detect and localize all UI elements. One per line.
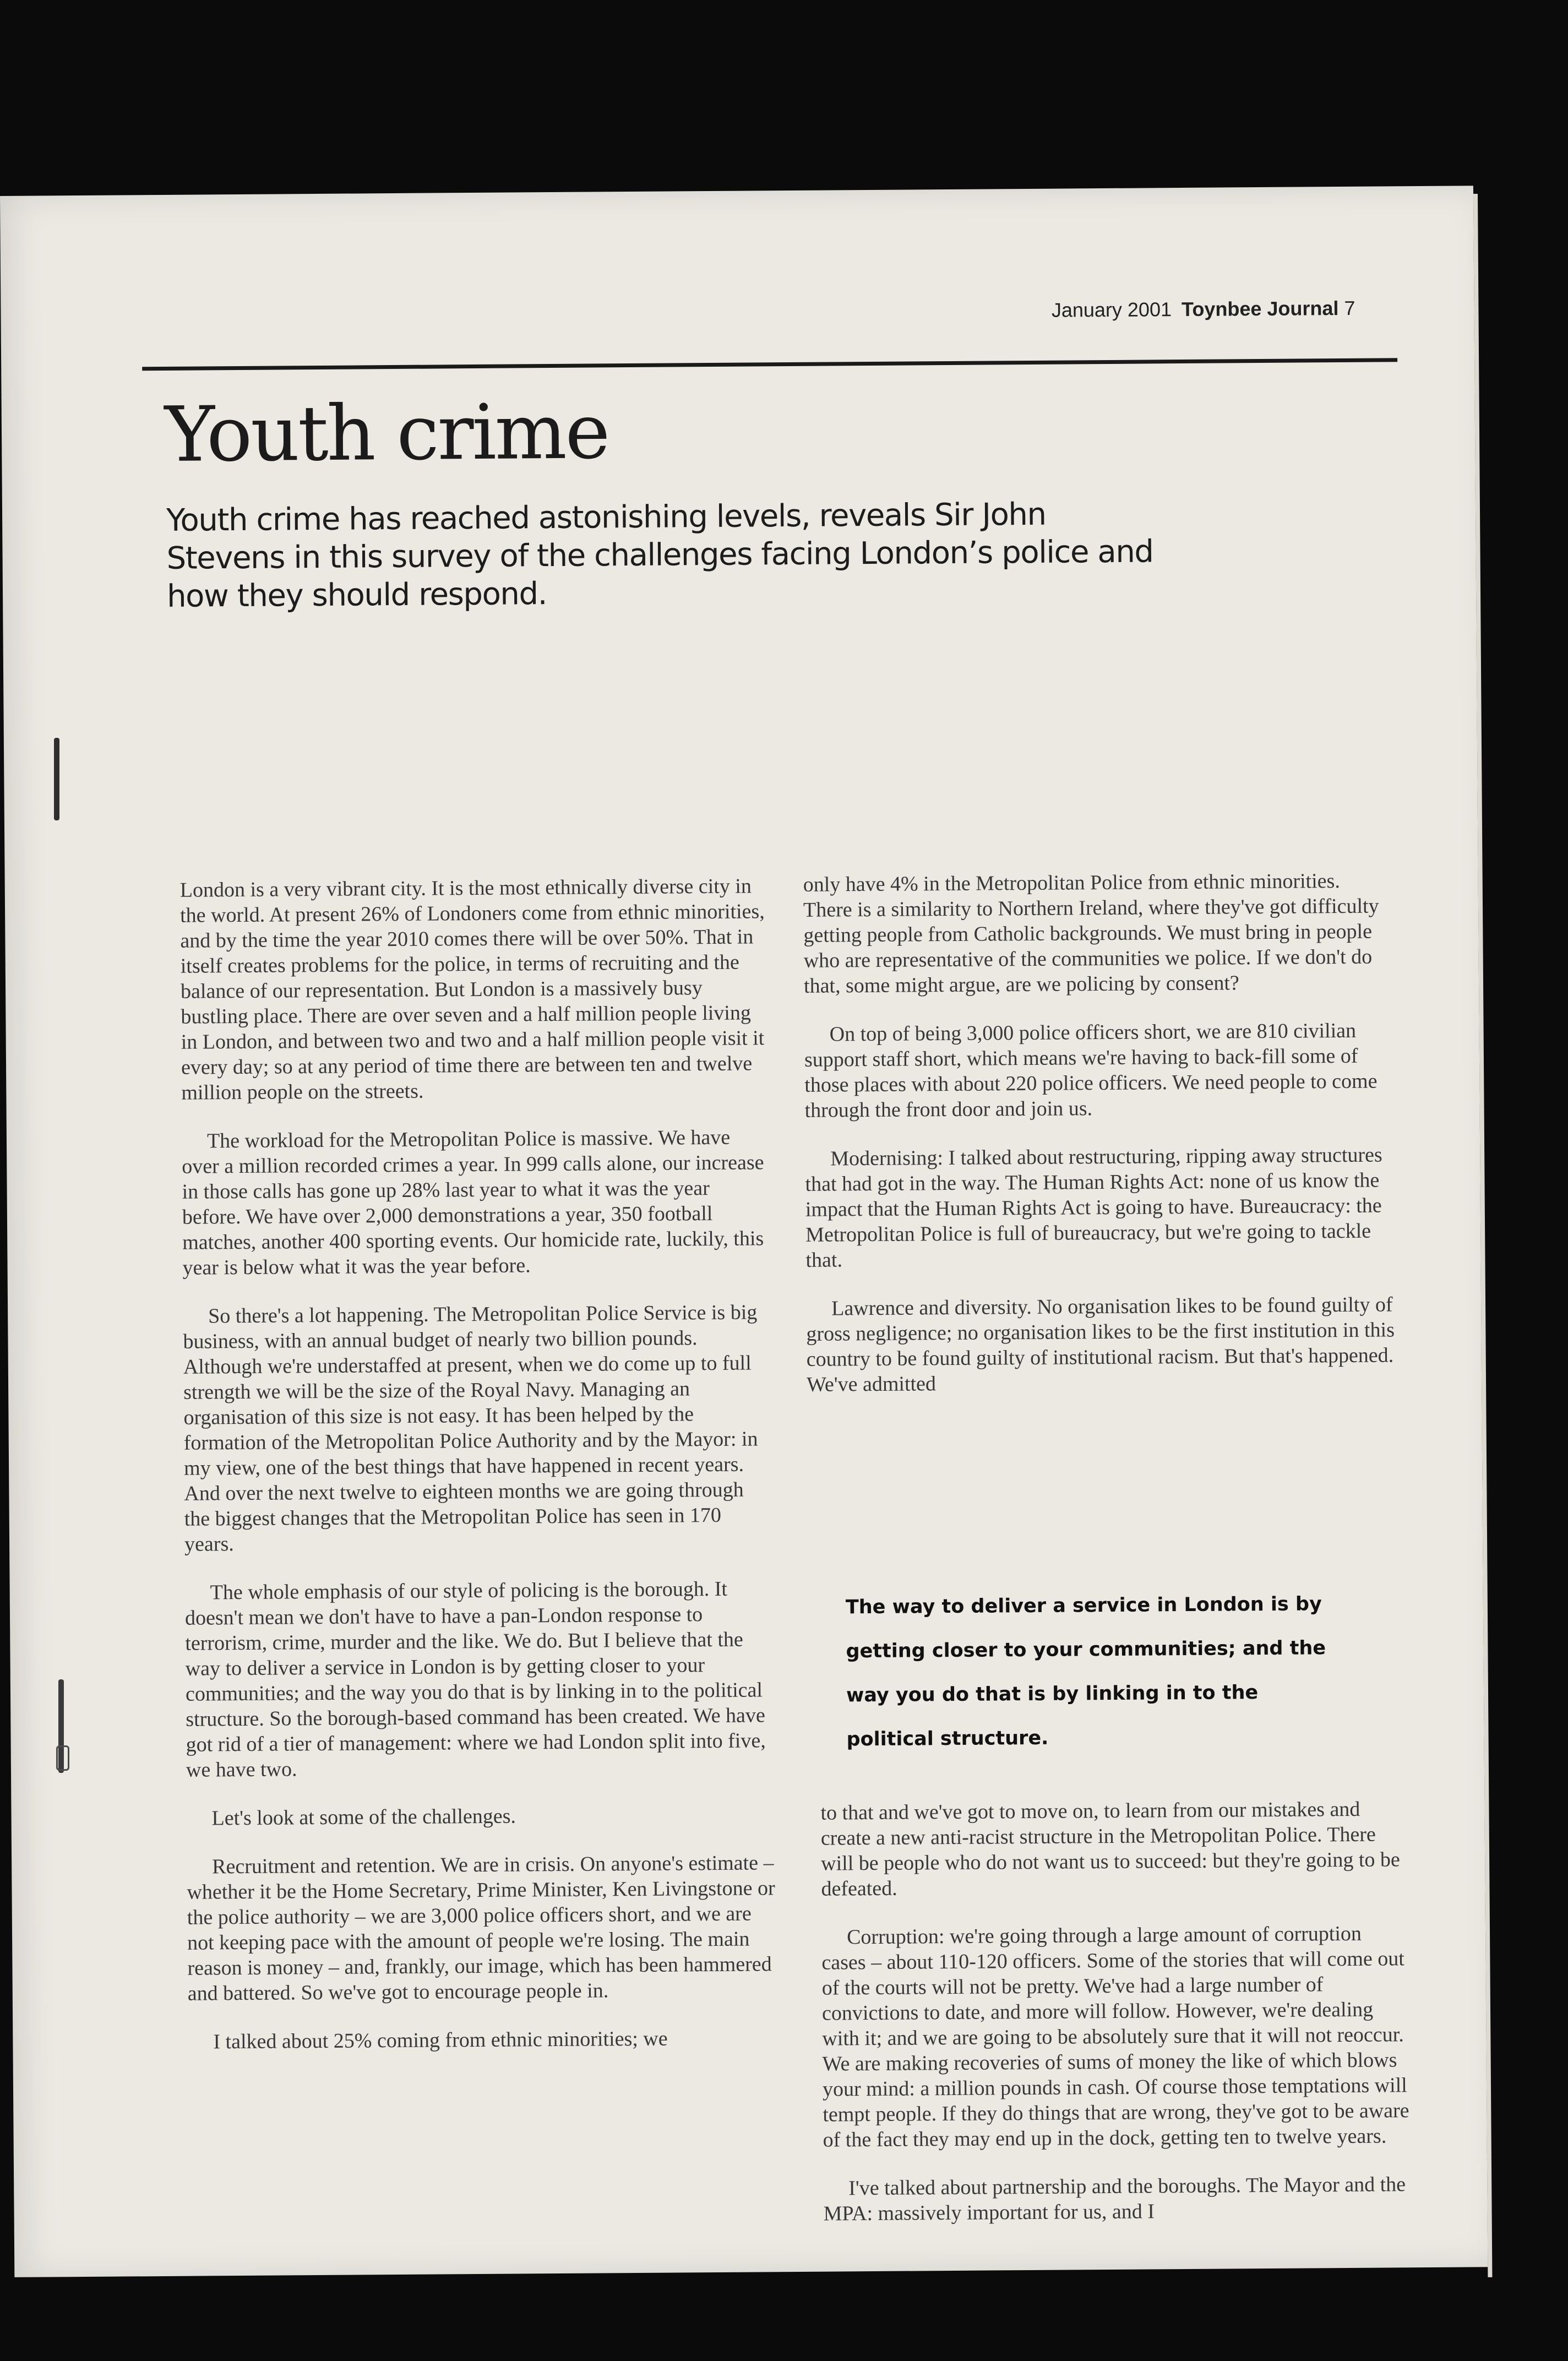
body-paragraph: I talked about 25% coming from ethnic minorities; we xyxy=(213,2027,668,2054)
body-paragraph: The workload for the Metropolitan Police is massive. We have over a million recorded crimes a year. In 999 calls alone, our increase in those calls has gone up 28% last year to what it was the year before. We have over 2,000 demonstrations a year, 350 football matches, another 400 sporting events. Our homicide rate, luckily, this year is below what it was the year before. xyxy=(182,1125,764,1280)
body-paragraph: Modernising: I talked about restructuring, ripping away structures that had got in the way. The Human Rights Act: none of us know the impact that the Human Rights Act is going to have. Bureaucracy: the Metropolitan Police is full of bureaucracy, but we're going to tackle that. xyxy=(805,1143,1382,1272)
body-paragraph: to that and we've got to move on, to learn from our mistakes and create a new anti-racist structure in the Metropolitan Police. There will be people who do not want us to succeed: but they're going to be defeated. xyxy=(820,1797,1400,1901)
publication-name: Toynbee Journal xyxy=(1181,297,1339,321)
left-column xyxy=(180,873,777,2077)
body-paragraph: Lawrence and diversity. No organisation likes to be found guilty of gross negligence; no organisation likes to be the first institution in this country to be found guilty of institutional racism. But that's happened. We've admitted xyxy=(806,1293,1395,1396)
article-title: Youth crime xyxy=(164,387,609,479)
body-paragraph: So there's a lot happening. The Metropolitan Police Service is big business, with an annual budget of nearly two billion pounds. Although we're understaffed at present, when we do come up to full strength we will be the size of the Royal Navy. Managing an organisation of this size is not easy. It has been helped by the formation of the Metropolitan Police Authority and by the Mayor: in my view, one of the best things that have happened in recent years. And over the next twelve to eighteen months we are going through the biggest changes that the Metropolitan Police has seen in 170 years. xyxy=(183,1301,758,1556)
body-paragraph: Corruption: we're going through a large amount of corruption cases – about 110-120 officers. Some of the stories that will come out of the courts will not be pretty. We've had a large number of convictions to date, and more will follow. However, we're dealing with it; and we are going to be absolutely sure that it will not reoccur. We are making recoveries of sums of money the like of which blows your mind: a million pounds in cash. Of course those temptations will tempt people. If they do things that are wrong, they've got to be aware of the fact they may end up in the dock, getting ten to twelve years. xyxy=(821,1922,1409,2152)
article-standfirst: Youth crime has reached astonishing levels, reveals Sir John Stevens in this survey of the challenges facing London’s police and how they should respond. xyxy=(166,496,1153,614)
body-paragraph: Let's look at some of the challenges. xyxy=(211,1804,516,1830)
binding-staple-icon xyxy=(54,738,59,820)
magazine-page xyxy=(0,186,1488,2277)
pull-quote: The way to deliver a service in London is by getting closer to your communities; and the way you do that is by linking in to the political structure. xyxy=(845,1593,1326,1751)
body-paragraph: The whole emphasis of our style of policing is the borough. It doesn't mean we don't have to have a pan-London response to terrorism, crime, murder and the like. We do. But I believe that the way to deliver a service in London is by getting closer to your communities; and the way you do that is by linking in to the political structure. So the borough-based command has been created. We have got rid of a tier of management: where we had London split into five, we have two. xyxy=(184,1577,766,1782)
body-paragraph: only have 4% in the Metropolitan Police from ethnic minorities. There is a similarity to Northern Ireland, where they've got difficulty getting people from Catholic backgrounds. We must bring in people who are representative of the communities we police. If we don't do that, some might argue, are we policing by consent? xyxy=(803,869,1379,998)
running-header xyxy=(992,297,1355,323)
binding-staple-icon xyxy=(58,1679,64,1773)
body-paragraph: London is a very vibrant city. It is the most ethnically diverse city in the world. At present 26% of Londoners come from ethnic minorities, and by the time the year 2010 comes there will be over 50%. That in itself creates problems for the police, in terms of recruiting and the balance of our representation. But London is a massively busy bustling place. There are over seven and a half million people living in London, and between two and two and a half million people visit it every day; so at any period of time there are between ten and twelve million people on the streets. xyxy=(179,874,765,1105)
right-column-bottom xyxy=(820,1796,1413,2249)
body-paragraph: On top of being 3,000 police officers short, we are 810 civilian support staff short, which means we're having to back-fill some of those places with about 220 police officers. We need people to come through the front door and join us. xyxy=(804,1019,1378,1122)
page-number: 7 xyxy=(1344,296,1355,319)
issue-date: January 2001 xyxy=(1051,298,1172,322)
header-rule xyxy=(142,358,1397,371)
right-column-top xyxy=(803,868,1396,1420)
body-paragraph: Recruitment and retention. We are in crisis. On anyone's estimate – whether it be the Home Secretary, Prime Minister, Ken Livingstone or the police authority – we are 3,000 police officers short, and we are not keeping pace with the amount of people we're losing. The main reason is money – and, frankly, our image, which has been hammered and battered. So we've got to encourage people in. xyxy=(187,1851,775,2005)
body-paragraph: I've talked about partnership and the boroughs. The Mayor and the MPA: massively important for us, and I xyxy=(823,2173,1406,2226)
